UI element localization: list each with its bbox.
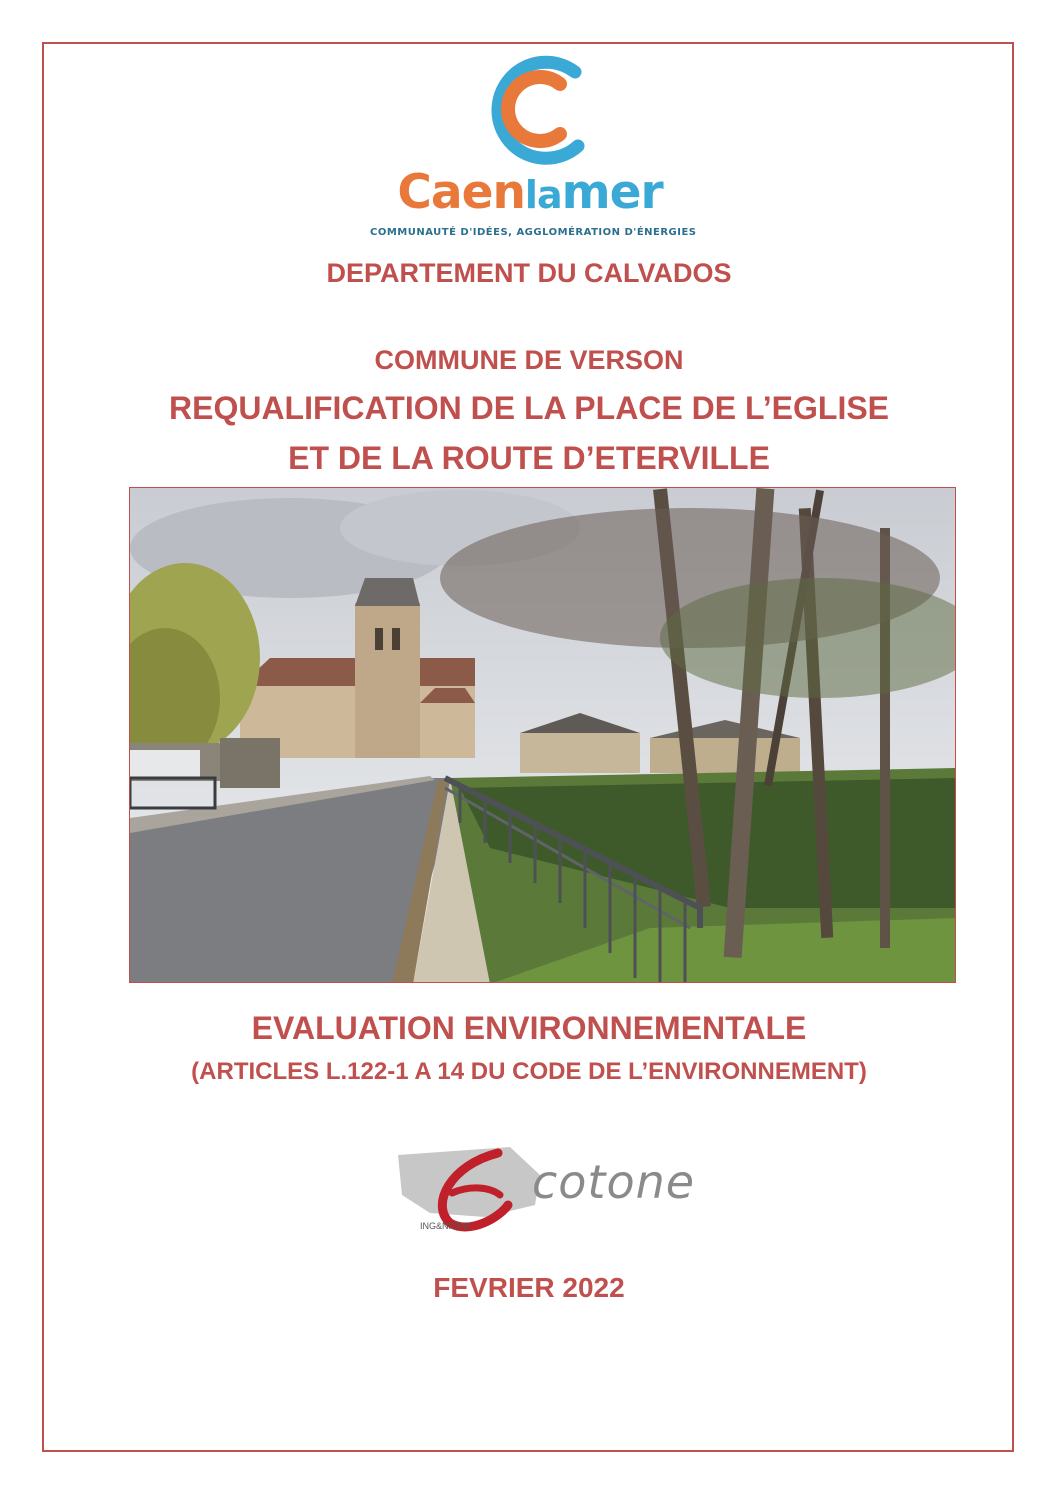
caen-la-mer-logo — [370, 50, 697, 245]
project-title-line2: ET DE LA ROUTE D’ETERVILLE — [288, 440, 770, 476]
date-heading: FEVRIER 2022 — [433, 1272, 625, 1303]
project-title-line1: REQUALIFICATION DE LA PLACE DE L’EGLISE — [168, 390, 890, 426]
caen-word-part: Caen — [397, 165, 525, 220]
ecotone-wordmark: cotone — [532, 1155, 696, 1209]
caen-ring-icon — [370, 50, 690, 170]
commune-heading: COMMUNE DE VERSON — [374, 345, 684, 375]
la-word-part: la — [524, 173, 562, 217]
report-title: EVALUATION ENVIRONNEMENTALE — [251, 1010, 807, 1046]
church-road-illustration — [130, 488, 956, 983]
cover-photo — [129, 487, 956, 983]
ecotone-logo — [390, 1135, 696, 1245]
caen-tagline: COMMUNAUTÉ D'IDÉES, AGGLOMÉRATION D'ÉNERGIES — [370, 227, 697, 238]
mer-word-part: mer — [561, 165, 663, 220]
caen-la-mer-wordmark — [370, 165, 690, 220]
ecotone-subtitle: ING&NIERIE — [420, 1221, 473, 1231]
department-heading: DEPARTEMENT DU CALVADOS — [326, 258, 732, 288]
report-subtitle: (ARTICLES L.122-1 A 14 DU CODE DE L’ENVIRONNEMENT) — [191, 1058, 867, 1085]
